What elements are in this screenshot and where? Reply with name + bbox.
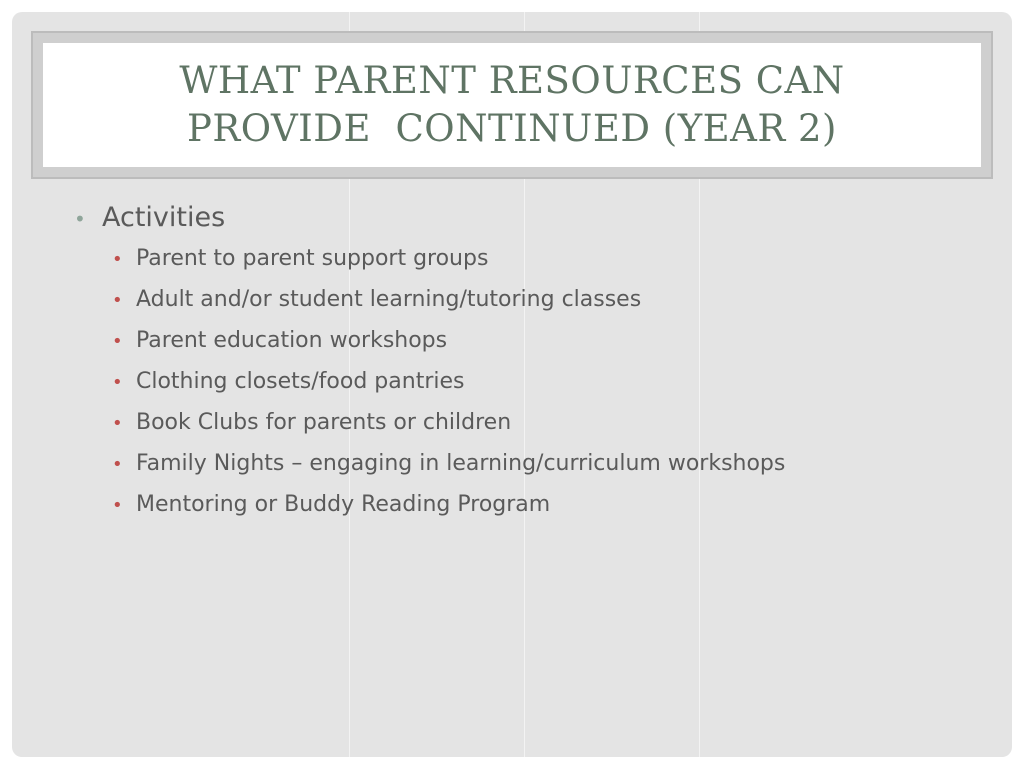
sub-bullet-text: Clothing closets/food pantries — [136, 369, 465, 394]
bullet-item-activities — [70, 202, 970, 246]
sub-bullet-text: Book Clubs for parents or children — [136, 410, 512, 435]
sub-bullet-item — [110, 369, 970, 410]
bullet-icon: • — [112, 249, 123, 270]
bullet-icon: • — [112, 454, 123, 475]
sub-bullet-item — [110, 287, 970, 328]
sub-bullet-item — [110, 328, 970, 369]
slide-title-line: PROVIDE CONTINUED (YEAR 2) — [187, 107, 837, 150]
slide-title — [43, 43, 981, 167]
sub-bullet-text: Adult and/or student learning/tutoring classes — [136, 287, 642, 312]
sub-bullet-item — [110, 451, 970, 492]
bullet-icon: • — [74, 207, 86, 231]
slide-title-line: WHAT PARENT RESOURCES CAN — [179, 59, 845, 102]
sub-bullet-text: Parent education workshops — [136, 328, 448, 353]
sub-bullet-item — [110, 492, 970, 533]
title-frame — [31, 31, 993, 179]
sub-bullet-item — [110, 410, 970, 451]
bullet-icon: • — [112, 495, 123, 516]
sub-bullet-text: Family Nights – engaging in learning/curriculum workshops — [136, 451, 786, 476]
bullet-icon: • — [112, 331, 123, 352]
bullet-icon: • — [112, 413, 123, 434]
slide — [12, 12, 1012, 757]
bullet-icon: • — [112, 290, 123, 311]
sub-bullet-text: Parent to parent support groups — [136, 246, 489, 271]
bullet-list — [70, 202, 970, 533]
bullet-icon: • — [112, 372, 123, 393]
sub-bullet-text: Mentoring or Buddy Reading Program — [136, 492, 551, 517]
sub-bullet-list — [110, 246, 970, 533]
bullet-text: Activities — [102, 202, 226, 233]
sub-bullet-item — [110, 246, 970, 287]
